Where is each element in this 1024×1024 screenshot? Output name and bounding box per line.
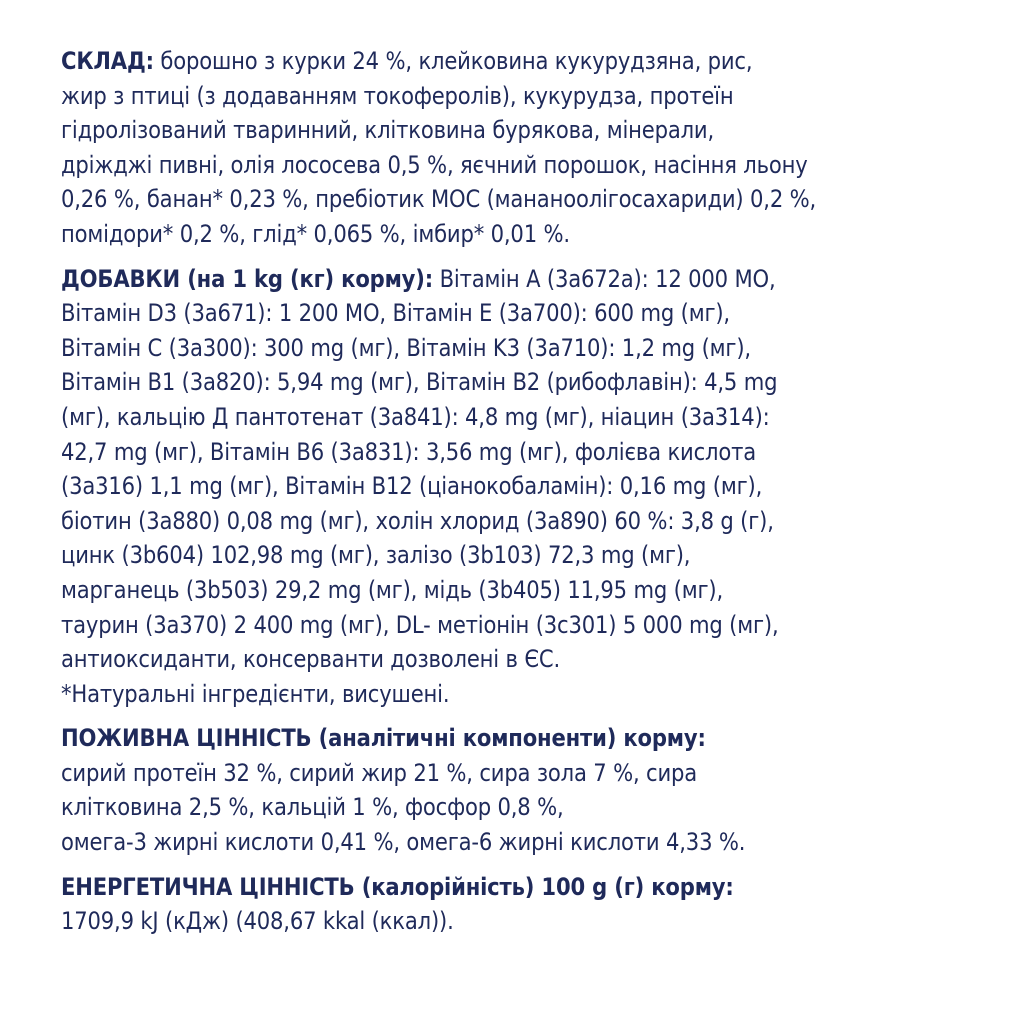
additives-section: [61, 262, 991, 712]
text-line: марганець (3b503) 29,2 mg (мг), мідь (3b405) 11,95 mg (мг),: [61, 575, 723, 604]
composition-section: [61, 44, 991, 252]
text-line: 0,26 %, банан* 0,23 %, пребіотик МОС (мананоолігосахариди) 0,2 %,: [61, 185, 817, 214]
line-text: борошно з курки 24 %, клейковина кукурудзяна, рис,: [153, 47, 753, 75]
label-text-block: [61, 44, 991, 949]
text-line: сирий протеїн 32 %, сирий жир 21 %, сира зола 7 %, сира: [61, 758, 698, 787]
additives-heading: ДОБАВКИ (на 1 kg (кг) корму):: [61, 264, 434, 293]
composition-heading: СКЛАД:: [61, 47, 154, 75]
text-line: 1709,9 kJ (кДж) (408,67 kkal (ккал)).: [61, 907, 454, 936]
text-line: гідролізований тваринний, клітковина бурякова, мінерали,: [61, 116, 715, 145]
footnote-line: *Натуральні інгредієнти, висушені.: [61, 679, 450, 708]
text-line: антиоксиданти, консерванти дозволені в ЄС.: [61, 645, 561, 674]
text-line: Вітамін B1 (3a820): 5,94 mg (мг), Вітамін B2 (рибофлавін): 4,5 mg: [61, 368, 778, 397]
text-line: [61, 44, 879, 79]
text-line: омега-3 жирні кислоти 0,41 %, омега-6 жирні кислоти 4,33 %.: [61, 828, 746, 857]
text-line: помідори* 0,2 %, глід* 0,065 %, імбир* 0,01 %.: [61, 219, 570, 248]
text-line: Вітамін D3 (3a671): 1 200 МО, Вітамін E (3a700): 600 mg (мг),: [61, 299, 730, 328]
line-text: Вітамін A (3a672a): 12 000 МО,: [433, 264, 776, 293]
nutrition-heading: ПОЖИВНА ЦІННІСТЬ (аналітичні компоненти) корму:: [61, 724, 706, 753]
text-line: біотин (3a880) 0,08 mg (мг), холін хлорид (3a890) 60 %: 3,8 g (г),: [61, 506, 774, 535]
text-line: таурин (3a370) 2 400 mg (мг), DL- метіонін (3c301) 5 000 mg (мг),: [61, 610, 779, 639]
energy-heading: ЕНЕРГЕТИЧНА ЦІННІСТЬ (калорійність) 100 g (г) корму:: [61, 872, 734, 901]
nutrition-section: [61, 721, 991, 859]
text-line: [61, 262, 879, 297]
energy-section: [61, 870, 991, 939]
text-line: цинк (3b604) 102,98 mg (мг), залізо (3b103) 72,3 mg (мг),: [61, 541, 691, 570]
text-line: дріжджі пивні, олія лососева 0,5 %, яєчний порошок, насіння льону: [61, 150, 808, 179]
text-line: (мг), кальцію Д пантотенат (3a841): 4,8 mg (мг), ніацин (3a314):: [61, 402, 770, 431]
text-line: (3a316) 1,1 mg (мг), Вітамін B12 (ціанокобаламін): 0,16 mg (мг),: [61, 472, 763, 501]
text-line: 42,7 mg (мг), Вітамін B6 (3a831): 3,56 mg (мг), фолієва кислота: [61, 437, 757, 466]
text-line: Вітамін C (3a300): 300 mg (мг), Вітамін K3 (3a710): 1,2 mg (мг),: [61, 333, 751, 362]
text-line: жир з птиці (з додаванням токоферолів), кукурудза, протеїн: [61, 81, 734, 110]
text-line: клітковина 2,5 %, кальцій 1 %, фосфор 0,8 %,: [61, 793, 564, 822]
